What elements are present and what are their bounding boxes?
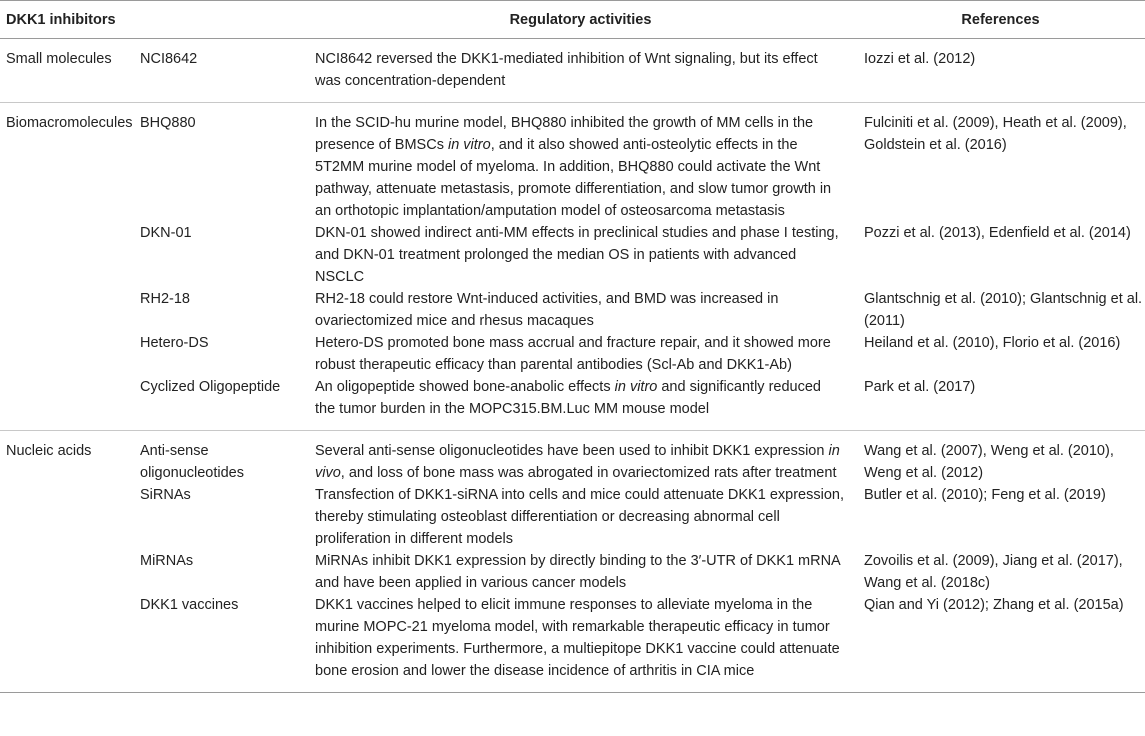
activity-cell [305,103,858,223]
table-row [0,431,1145,485]
references-cell: Glantschnig et al. (2010); Glantschnig et al. (2011) [864,291,1143,329]
references-cell: Fulciniti et al. (2009), Heath et al. (2009), Goldstein et al. (2016) [864,115,1127,153]
references-cell: Wang et al. (2007), Weng et al. (2010), Weng et al. (2012) [864,443,1114,481]
activity-cell: NCI8642 reversed the DKK1-mediated inhibition of Wnt signaling, but its effect was concentration-dependent [315,51,818,89]
inhibitor-name: NCI8642 [140,51,198,67]
activity-italic: in vivo [315,443,840,481]
group-small-molecules [0,39,1145,103]
references-cell: Qian and Yi (2012); Zhang et al. (2015a) [864,597,1124,613]
header-references: References [858,1,1145,39]
activity-cell: Hetero-DS promoted bone mass accrual and fracture repair, and it showed more robust therapeutic efficacy than parental antibodies (Scl-Ab and DKK1-Ab) [315,335,831,373]
activity-cell: MiRNAs inhibit DKK1 expression by directly binding to the 3′-UTR of DKK1 mRNA and have been applied in various cancer models [315,553,840,591]
references-cell: Park et al. (2017) [864,379,976,395]
group-nucleic-acids [0,431,1145,693]
inhibitor-name: Hetero-DS [140,335,209,351]
table-row [0,376,1145,431]
activity-text: , and loss of bone mass was abrogated in ovariectomized rats after treatment [340,465,837,481]
inhibitor-name: Cyclized Oligopeptide [140,379,281,395]
category-cell: Biomacromolecules [6,115,133,131]
activity-text: and significantly reduced the tumor burden in the MOPC315.BM.Luc MM mouse model [315,379,821,417]
inhibitor-name: DKN-01 [140,225,192,241]
activity-cell: DKK1 vaccines helped to elicit immune responses to alleviate myeloma in the murine MOPC-21 myeloma model, with remarkable therapeutic efficacy in tumor inhibition experiments. Furthermore, a multiepitope DKK1 vaccine could attenuate bone erosion and lower the disease incidence of arthritis in CIA mice [315,597,840,679]
activity-cell [305,431,858,485]
group-biomacromolecules [0,103,1145,431]
inhibitor-name: DKK1 vaccines [140,597,239,613]
table-row [0,103,1145,223]
activity-text: In the SCID-hu murine model, BHQ880 inhibited the growth of MM cells in the presence of BMSCs [315,115,814,153]
table-header [0,1,1145,39]
references-cell: Pozzi et al. (2013), Edenfield et al. (2014) [864,225,1131,241]
header-activities: Regulatory activities [305,1,858,39]
activity-italic: in vitro [447,137,491,153]
activity-italic: in vitro [614,379,658,395]
category-cell: Small molecules [6,51,112,67]
table-row [0,550,1145,594]
activity-cell: Transfection of DKK1-siRNA into cells and mice could attenuate DKK1 expression, thereby stimulating osteoblast differentiation or decreasing abnormal cell proliferation in different models [315,487,844,547]
references-cell: Iozzi et al. (2012) [864,51,976,67]
inhibitor-name: MiRNAs [140,553,194,569]
activity-text: , and it also showed anti-osteolytic effects in the 5T2MM murine model of myeloma. In addition, BHQ880 could activate the Wnt pathway, attenuate metastasis, promote differentiation, and slow tumor growth in an orthotopic implantation/amputation model of osteosarcoma metastasis [315,137,832,219]
table-row [0,332,1145,376]
header-inhibitors: DKK1 inhibitors [0,1,305,39]
activity-cell [305,376,858,431]
inhibitor-name: SiRNAs [140,487,191,503]
inhibitor-name: RH2-18 [140,291,190,307]
activity-text: An oligopeptide showed bone-anabolic effects [315,379,615,395]
table-row [0,222,1145,288]
references-cell: Butler et al. (2010); Feng et al. (2019) [864,487,1106,503]
table-row [0,484,1145,550]
table-row [0,594,1145,693]
category-cell: Nucleic acids [6,443,92,459]
header-row [0,1,1145,39]
inhibitor-name: BHQ880 [140,115,196,131]
inhibitor-name: Anti-sense oligonucleotides [140,443,244,481]
activity-cell: DKN-01 showed indirect anti-MM effects in preclinical studies and phase I testing, and DKN-01 treatment prolonged the median OS in patients with advanced NSCLC [315,225,839,285]
activity-text: Several anti-sense oligonucleotides have been used to inhibit DKK1 expression [315,443,829,459]
table-row [0,288,1145,332]
references-cell: Heiland et al. (2010), Florio et al. (2016) [864,335,1121,351]
references-cell: Zovoilis et al. (2009), Jiang et al. (2017), Wang et al. (2018c) [864,553,1123,591]
activity-cell: RH2-18 could restore Wnt-induced activities, and BMD was increased in ovariectomized mice and rhesus macaques [315,291,779,329]
table-row [0,39,1145,103]
